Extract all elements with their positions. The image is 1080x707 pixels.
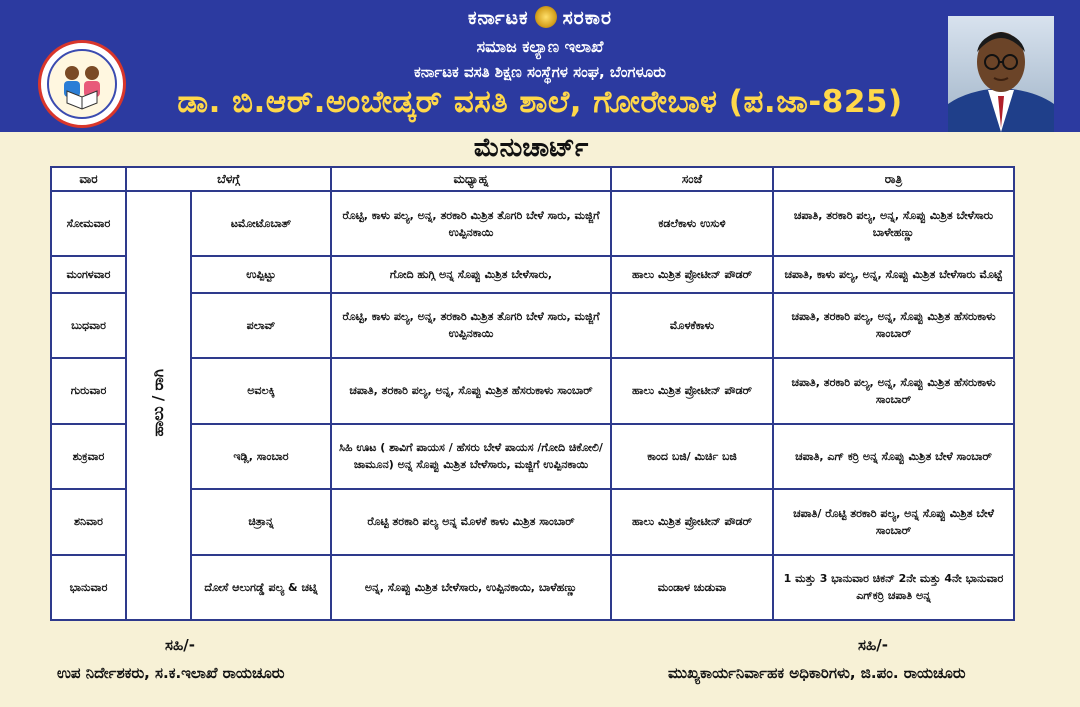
- evening-cell: ಹಾಲು ಮಿಶ್ರಿತ ಪ್ರೋಟೀನ್ ಪೌಡರ್: [611, 489, 773, 554]
- night-cell: ಚಪಾತಿ, ತರಕಾರಿ ಪಲ್ಯ, ಅನ್ನ, ಸೊಪ್ಪು ಮಿಶ್ರಿತ ಹೆಸರುಕಾಳು ಸಾಂಬಾರ್: [773, 358, 1014, 423]
- state-emblem-icon: [535, 6, 557, 28]
- table-header-row: [51, 167, 1014, 191]
- day-cell: ಭಾನುವಾರ: [51, 555, 126, 620]
- night-cell: ಚಪಾತಿ, ಕಾಳು ಪಲ್ಯ, ಅನ್ನ, ಸೊಪ್ಪು ಮಿಶ್ರಿತ ಬೇಳೆಸಾರು ಮೊಟ್ಟೆ: [773, 256, 1014, 292]
- header-banner: [0, 0, 1080, 132]
- menu-table: [50, 166, 1015, 621]
- table-row: [51, 555, 1014, 620]
- menu-chart-title: ಮೆನುಚಾರ್ಟ್: [473, 133, 589, 163]
- morning-cell: ಉಪ್ಪಿಟ್ಟು: [191, 256, 331, 292]
- breakfast-side-label: ಹಾಲು / ರಾಗಿ: [149, 369, 167, 437]
- morning-cell: ಪಲಾವ್: [191, 293, 331, 358]
- evening-cell: ಕಾಂದ ಬಜಿ/ ಮಿರ್ಚಿ ಬಜಿ: [611, 424, 773, 489]
- afternoon-cell: ರೊಟ್ಟಿ, ಕಾಳು ಪಲ್ಯ, ಅನ್ನ, ತರಕಾರಿ ಮಿಶ್ರಿತ ತೊಗರಿ ಬೇಳೆ ಸಾರು, ಮಜ್ಜಿಗೆ ಉಪ್ಪಿನಕಾಯಿ: [331, 191, 611, 256]
- night-cell: 1 ಮತ್ತು 3 ಭಾನುವಾರ ಚಿಕನ್ 2ನೇ ಮತ್ತು 4ನೇ ಭಾನುವಾರ ಎಗ್‌ಕರ್‍ರಿ ಚಪಾತಿ ಅನ್ನ: [773, 555, 1014, 620]
- day-cell: ಸೋಮವಾರ: [51, 191, 126, 256]
- evening-cell: ಮಂಡಾಳ ಚುಡುವಾ: [611, 555, 773, 620]
- evening-cell: ಮೊಳಕೆಕಾಳು: [611, 293, 773, 358]
- night-cell: ಚಪಾತಿ, ತರಕಾರಿ ಪಲ್ಯ, ಅನ್ನ, ಸೊಪ್ಪು ಮಿಶ್ರಿತ ಬೇಳೆಸಾರು ಬಾಳೇಹಣ್ಣು: [773, 191, 1014, 256]
- evening-cell: ಹಾಲು ಮಿಶ್ರಿತ ಪ್ರೋಟೀನ್ ಪೌಡರ್: [611, 358, 773, 423]
- govt-title-right: ಸರಕಾರ: [562, 7, 613, 29]
- morning-cell: ಚಿತ್ರಾನ್ನ: [191, 489, 331, 554]
- day-cell: ಶನಿವಾರ: [51, 489, 126, 554]
- society-name: ಕರ್ನಾಟಕ ವಸತಿ ಶಿಕ್ಷಣ ಸಂಸ್ಥೆಗಳ ಸಂಘ, ಬೆಂಗಳೂರು: [414, 63, 666, 81]
- afternoon-cell: ಗೋದಿ ಹುಗ್ಗಿ ಅನ್ನ ಸೊಪ್ಪು ಮಿಶ್ರಿತ ಬೇಳೆಸಾರು,: [331, 256, 611, 292]
- table-row: [51, 358, 1014, 423]
- table-row: [51, 489, 1014, 554]
- column-header-afternoon: ಮಧ್ಯಾಹ್ನ: [331, 167, 611, 191]
- school-name: ಡಾ. ಬಿ.ಆರ್.ಅಂಬೇಡ್ಕರ್ ವಸತಿ ಶಾಲೆ, ಗೋರೇಬಾಳ (ಪ.ಜಾ-825): [177, 84, 903, 120]
- afternoon-cell: ಅನ್ನ, ಸೊಪ್ಪು ಮಿಶ್ರಿತ ಬೇಳೆಸಾರು, ಉಪ್ಪಿನಕಾಯಿ, ಬಾಳೆಹಣ್ಣು: [331, 555, 611, 620]
- govt-title: [0, 6, 1080, 29]
- afternoon-cell: ಚಪಾತಿ, ತರಕಾರಿ ಪಲ್ಯ, ಅನ್ನ, ಸೊಪ್ಪು ಮಿಶ್ರಿತ ಹೆಸರುಕಾಳು ಸಾಂಬಾರ್: [331, 358, 611, 423]
- left-signatory-title: ಉಪ ನಿರ್ದೇಶಕರು, ಸ.ಕ.ಇಲಾಖೆ ರಾಯಚೂರು: [57, 664, 285, 682]
- table-row: [51, 256, 1014, 292]
- table-row: [51, 293, 1014, 358]
- morning-cell: ಇಡ್ಲಿ, ಸಾಂಬಾರ: [191, 424, 331, 489]
- night-cell: ಚಪಾತಿ/ ರೊಟ್ಟಿ ತರಕಾರಿ ಪಲ್ಯ, ಅನ್ನ ಸೊಪ್ಪು ಮಿಶ್ರಿತ ಬೇಳೆ ಸಾಂಬಾರ್: [773, 489, 1014, 554]
- right-signature: ಸಹಿ/-: [858, 636, 888, 654]
- table-row: [51, 191, 1014, 256]
- morning-cell: ದೋಸೆ ಆಲುಗಡ್ಡೆ ಪಲ್ಯ & ಚಟ್ನಿ: [191, 555, 331, 620]
- morning-cell: ಟಮೋಟೊಬಾತ್: [191, 191, 331, 256]
- department-name: ಸಮಾಜ ಕಲ್ಯಾಣ ಇಲಾಖೆ: [476, 37, 604, 56]
- right-signatory-title: ಮುಖ್ಯಕಾರ್ಯನಿರ್ವಾಹಕ ಅಧಿಕಾರಿಗಳು, ಜಿ.ಪಂ. ರಾಯಚೂರು: [668, 664, 966, 682]
- breakfast-side-cell: [126, 191, 191, 620]
- society-logo: [38, 40, 126, 128]
- morning-cell: ಅವಲಕ್ಕಿ: [191, 358, 331, 423]
- left-signature: ಸಹಿ/-: [165, 636, 195, 654]
- evening-cell: ಹಾಲು ಮಿಶ್ರಿತ ಪ್ರೋಟೀನ್ ಪೌಡರ್: [611, 256, 773, 292]
- day-cell: ಶುಕ್ರವಾರ: [51, 424, 126, 489]
- day-cell: ಮಂಗಳವಾರ: [51, 256, 126, 292]
- afternoon-cell: ರೊಟ್ಟಿ ತರಕಾರಿ ಪಲ್ಯ ಅನ್ನ ಮೊಳಕೆ ಕಾಳು ಮಿಶ್ರಿತ ಸಾಂಬಾರ್: [331, 489, 611, 554]
- children-reading-icon: [45, 47, 119, 121]
- day-cell: ಗುರುವಾರ: [51, 358, 126, 423]
- column-header-evening: ಸಂಜೆ: [611, 167, 773, 191]
- night-cell: ಚಪಾತಿ, ಎಗ್ ಕರ್‍ರಿ ಅನ್ನ ಸೊಪ್ಪು ಮಿಶ್ರಿತ ಬೇಳೆ ಸಾಂಬಾರ್: [773, 424, 1014, 489]
- column-header-day: ವಾರ: [51, 167, 126, 191]
- column-header-night: ರಾತ್ರಿ: [773, 167, 1014, 191]
- table-row: [51, 424, 1014, 489]
- night-cell: ಚಪಾತಿ, ತರಕಾರಿ ಪಲ್ಯ, ಅನ್ನ, ಸೊಪ್ಪು ಮಿಶ್ರಿತ ಹೆಸರುಕಾಳು ಸಾಂಬಾರ್: [773, 293, 1014, 358]
- ambedkar-portrait: [948, 16, 1054, 132]
- afternoon-cell: ಸಿಹಿ ಊಟ ( ಶಾವಿಗೆ ಪಾಯಸ / ಹೆಸರು ಬೇಳೆ ಪಾಯಸ /ಗೋದಿ ಚಿಕೋಲಿ/ ಜಾಮೂನ) ಅನ್ನ ಸೊಪ್ಪು ಮಿಶ್ರಿತ ಬೇಳೆಸಾರು, ಮಜ್ಜಿಗೆ ಉಪ್ಪಿನಕಾಯಿ: [331, 424, 611, 489]
- govt-title-left: ಕರ್ನಾಟಕ: [467, 7, 529, 29]
- afternoon-cell: ರೊಟ್ಟಿ, ಕಾಳು ಪಲ್ಯ, ಅನ್ನ, ತರಕಾರಿ ಮಿಶ್ರಿತ ತೊಗರಿ ಬೇಳೆ ಸಾರು, ಮಜ್ಜಿಗೆ ಉಪ್ಪಿನಕಾಯಿ: [331, 293, 611, 358]
- day-cell: ಬುಧವಾರ: [51, 293, 126, 358]
- column-header-morning: ಬೆಳಗ್ಗೆ: [126, 167, 331, 191]
- evening-cell: ಕಡಲೆಕಾಳು ಉಸುಳಿ: [611, 191, 773, 256]
